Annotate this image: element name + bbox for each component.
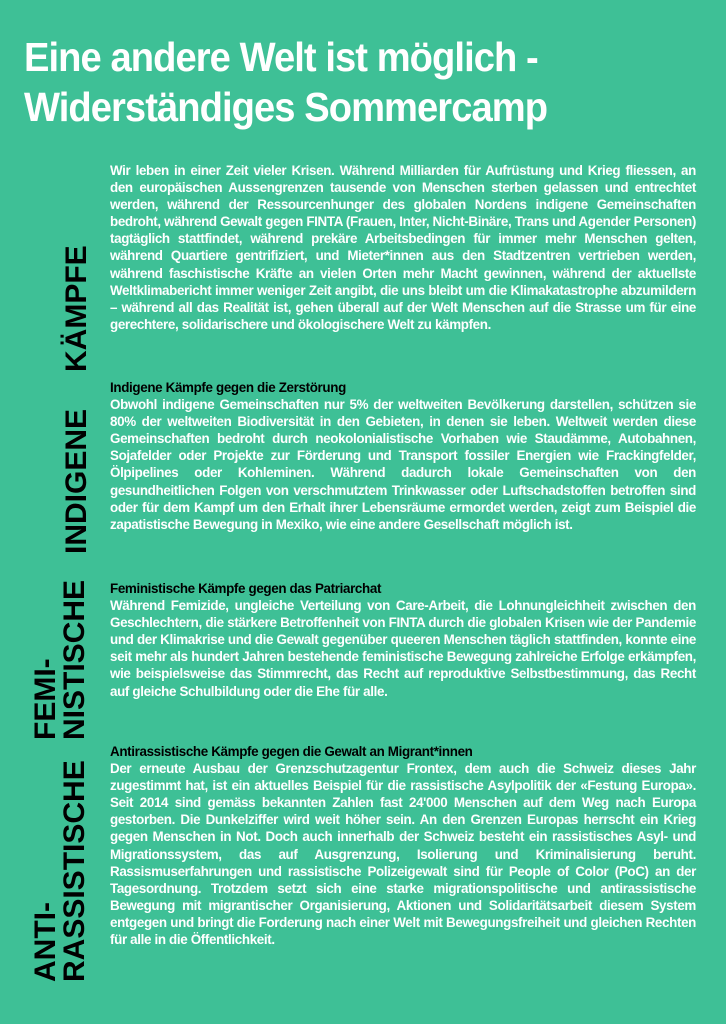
side-label-line: FEMI- (29, 658, 62, 740)
title-line-2: Widerständiges Sommercamp (24, 84, 548, 130)
side-label-indigene (60, 408, 93, 554)
section-heading: Feministische Kämpfe gegen das Patriarchat (110, 581, 382, 596)
side-label-kaempfe (60, 245, 93, 372)
side-label-line: KÄMPFE (60, 245, 93, 372)
section-body: Obwohl indigene Gemeinschaften nur 5% der weltweiten Bevölkerung darstellen, schützen sie 80% der weltweiten Biodiversität in den Gebieten, in denen sie leben. Weltweit werden diese Gemeinschaften bedroht durch neokolonialistische Vorhaben wie Staudämme, Autobahnen, Sojafelder oder Projekte zur Förderung und Transport fossiler Energien wie Frackingfelder, Ölpipelines oder Kohleminen. Während dadurch lokale Gemeinschaften von den gesundheitlichen Folgen von verschmutztem Trinkwasser oder Luftschadstoffen betroffen sind oder für dem Kampf um den Erhalt ihrer Lebensräume ermordet werden, zeigt zum Beispiel die zapatistische Bewegung in Mexiko, wie eine andere Gesellschaft möglich ist. (110, 397, 696, 532)
section-body: Der erneute Ausbau der Grenzschutzagentur Frontex, dem auch die Schweiz dieses Jahr zugestimmt hat, ist ein aktuelles Beispiel für die rassistische Asylpolitik der «Festung Europa». Seit 2014 sind gemäss bekannten Zahlen fast 24'000 Menschen auf dem Weg nach Europa gestorben. Die Dunkelziffer wird weit höher sein. An den Grenzen Europas herrscht ein Krieg gegen Menschen in Not. Doch auch innerhalb der Schweiz besteht ein rassistisches Asyl- und Migrationssystem, das auf Ausgrenzung, Isolierung und Kriminalisierung beruht. Rassismuserfahrungen und rassistische Polizeigewalt sind für People of Color (PoC) an der Tagesordnung. Trotzdem setzt sich eine starke migrationspolitische und antirassistische Bewegung mit migrantischer Organisierung, Aktionen und Solidaritätsarbeit diesem System entgegen und bringt die Forderung nach einer Welt mit Bewegungsfreiheit und gleichen Rechten für alle in die Öffentlichkeit. (110, 761, 696, 948)
section-intro (110, 162, 696, 333)
side-label-line: NISTISCHE (57, 579, 91, 740)
page-title (24, 32, 666, 132)
section-feministische (110, 580, 696, 700)
side-label-feministische (29, 579, 91, 740)
side-label-line: INDIGENE (60, 408, 93, 554)
section-heading: Antirassistische Kämpfe gegen die Gewalt an Migrant*innen (110, 744, 473, 759)
section-body: Während Femizide, ungleiche Verteilung von Care-Arbeit, die Lohnungleichheit zwischen den Geschlechtern, die stärkere Betroffenheit von FINTA durch die globalen Krisen wie der Pandemie und der Klimakrise und die Gewalt gegenüber queeren Menschen täglich stattfinden, konnte eine seit mehr als hundert Jahren bestehende feministische Bewegung zahlreiche Erfolge erkämpfen, wie beispielsweise das Stimmrecht, das Recht auf reproduktive Selbstbestimmung, das Recht auf gleiche Schulbildung oder die Ehe für alle. (110, 598, 696, 699)
section-antirassistische (110, 743, 696, 948)
section-body: Wir leben in einer Zeit vieler Krisen. Während Milliarden für Aufrüstung und Krieg fliessen, an den europäischen Aussengrenzen tausende von Menschen sterben gelassen und entrechtet werden, während der Ressourcenhunger des globalen Nordens indigene Gemeinschaften bedroht, während Gewalt gegen FINTA (Frauen, Inter, Nicht-Binäre, Trans und Agender Personen) tagtäglich stattfindet, während prekäre Arbeitsbedingen für immer mehr Menschen gelten, während Quartiere gentrifiziert, und Mieter*innen aus den Stadtzentren vertrieben werden, während faschistische Kräfte an vielen Orten mehr Macht gewinnen, während der aktuellste Weltklimabericht immer weniger Zeit angibt, die uns bleibt um die Klimakatastrophe abzumildern – während all das Realität ist, gehen überall auf der Welt Menschen auf die Strasse um für eine gerechtere, solidarischere und ökologischere Welt zu kämpfen. (110, 163, 696, 332)
side-label-line: ANTI- (29, 902, 62, 982)
section-indigene (110, 379, 696, 533)
section-heading: Indigene Kämpfe gegen die Zerstörung (110, 380, 346, 395)
title-line-1: Eine andere Welt ist möglich - (24, 34, 538, 80)
side-label-antirassistische (29, 760, 91, 982)
side-label-line: RASSISTISCHE (57, 760, 91, 982)
